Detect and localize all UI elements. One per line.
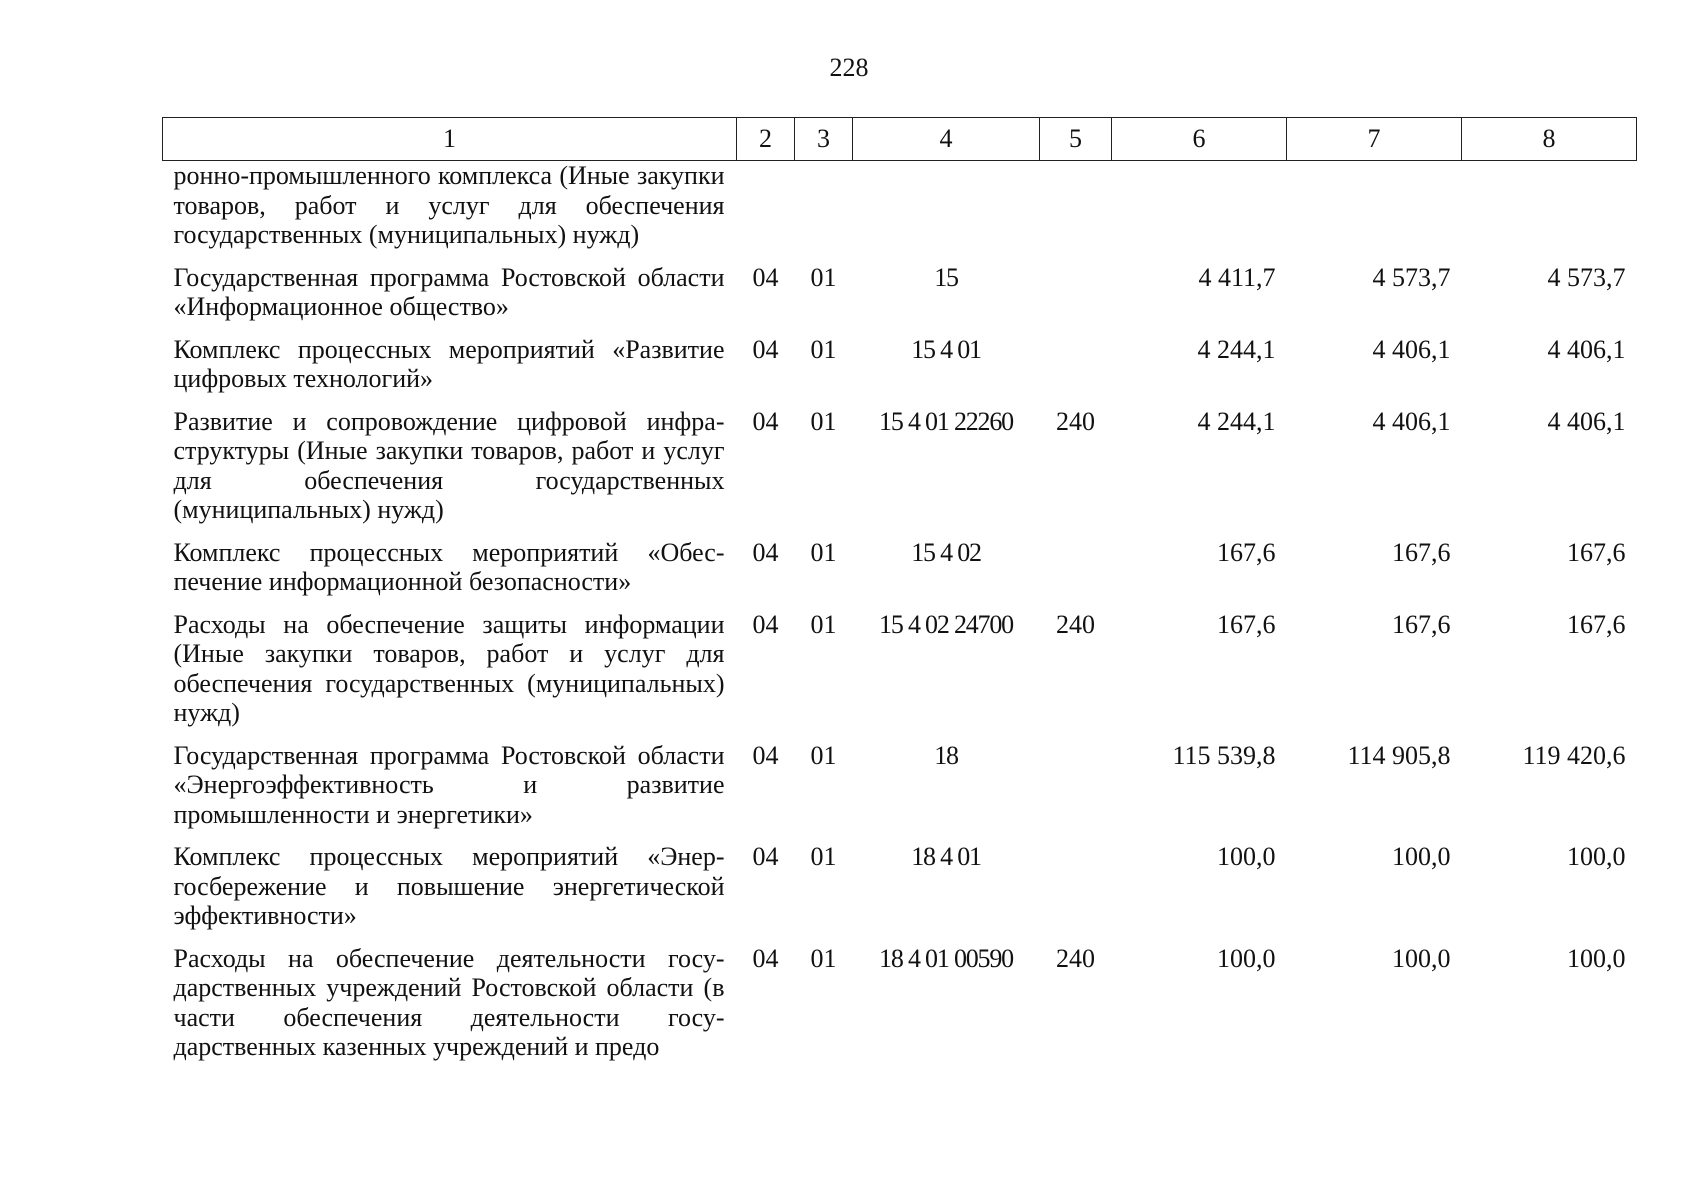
amount-col6: 167,6 <box>1217 537 1276 567</box>
table-row <box>163 534 1637 606</box>
table-row <box>163 259 1637 331</box>
amount-col6: 167,6 <box>1217 609 1276 639</box>
row-name: Государственная программа Ростовской области «Энергоэффективность и развитие промышленности и энергетики» <box>173 740 725 829</box>
amount-col8: 4 406,1 <box>1547 334 1626 364</box>
amount-col7: 114 905,8 <box>1347 740 1451 770</box>
section-code: 04 <box>752 406 779 436</box>
amount-col7: 100,0 <box>1392 943 1451 973</box>
row-name: Комплекс процессных мероприятий «Энергосбережение и повышение энергетической эффективности» <box>173 842 725 930</box>
target-article-code: 18 <box>934 740 958 770</box>
amount-col6: 4 244,1 <box>1197 406 1276 436</box>
column-header: 4 <box>853 118 1040 161</box>
section-code: 04 <box>752 740 779 770</box>
amount-col7: 100,0 <box>1392 842 1451 871</box>
row-name: ронно-промышленного комплекса (Иные закупки товаров, работ и услуг для обеспечения государственных (муниципальных) нужд) <box>173 161 725 249</box>
section-code: 04 <box>752 609 779 639</box>
column-header: 2 <box>737 118 795 161</box>
subsection-code: 01 <box>810 406 837 436</box>
amount-col6: 4 244,1 <box>1197 334 1276 364</box>
amount-col7: 4 406,1 <box>1372 406 1451 436</box>
amount-col8: 4 406,1 <box>1547 406 1626 436</box>
row-name: Развитие и сопровождение цифровой инфраструктуры (Иные закупки товаров, работ и услуг для обеспечения государственных (муниципальных) нужд) <box>173 406 725 524</box>
subsection-code: 01 <box>810 842 837 871</box>
target-article-code: 15 4 01 <box>911 334 981 364</box>
amount-col8: 100,0 <box>1567 943 1626 973</box>
column-header: 7 <box>1287 118 1462 161</box>
target-article-code: 15 4 02 <box>911 537 981 567</box>
section-code: 04 <box>752 262 779 292</box>
row-name: Государственная программа Ростовской области «Информационное общество» <box>173 262 725 321</box>
amount-col7: 167,6 <box>1392 609 1451 639</box>
expense-type-code <box>1040 838 1112 940</box>
amount-col7 <box>1287 161 1462 259</box>
subsection-code: 01 <box>810 609 837 639</box>
amount-col6: 100,0 <box>1217 842 1276 871</box>
subsection-code <box>795 161 853 259</box>
amount-col7: 4 573,7 <box>1372 262 1451 292</box>
expense-type-code: 240 <box>1056 609 1095 639</box>
page-number: 228 <box>829 53 869 82</box>
subsection-code: 01 <box>810 537 837 567</box>
amount-col8 <box>1462 161 1637 259</box>
section-code <box>737 161 795 259</box>
expense-type-code: 240 <box>1056 943 1095 973</box>
amount-col6: 115 539,8 <box>1172 740 1276 770</box>
budget-table <box>162 117 1637 1071</box>
amount-col8: 167,6 <box>1567 609 1626 639</box>
target-article-code: 15 4 02 24700 <box>879 609 1013 639</box>
target-article-code: 15 4 01 22260 <box>879 406 1013 436</box>
table-row <box>163 940 1637 1071</box>
subsection-code: 01 <box>810 943 837 973</box>
amount-col7: 4 406,1 <box>1372 334 1451 364</box>
table-row <box>163 838 1637 940</box>
row-name: Расходы на обеспечение деятельности государственных учреждений Ростовской области (в части обеспечения деятельности государственных казенных учреждений и предо <box>173 943 725 1061</box>
column-header: 3 <box>795 118 853 161</box>
target-article-code: 15 <box>934 262 958 292</box>
amount-col8: 100,0 <box>1567 842 1626 871</box>
column-header: 5 <box>1040 118 1112 161</box>
header-row <box>163 118 1637 161</box>
table-row <box>163 737 1637 839</box>
column-header: 6 <box>1112 118 1287 161</box>
column-header: 1 <box>163 118 737 161</box>
amount-col6 <box>1112 161 1287 259</box>
subsection-code: 01 <box>810 334 837 364</box>
amount-col8: 4 573,7 <box>1547 262 1626 292</box>
amount-col6: 4 411,7 <box>1198 262 1276 292</box>
row-name: Расходы на обеспечение защиты информации (Иные закупки товаров, работ и услуг для обеспечения государственных (муниципальных) нужд) <box>173 609 725 727</box>
target-article-code: 18 4 01 00590 <box>879 943 1013 973</box>
expense-type-code <box>1040 161 1112 259</box>
section-code: 04 <box>752 537 779 567</box>
amount-col8: 167,6 <box>1567 537 1626 567</box>
section-code: 04 <box>752 334 779 364</box>
row-name: Комплекс процессных мероприятий «Развитие цифровых технологий» <box>173 334 725 393</box>
subsection-code: 01 <box>810 740 837 770</box>
table-row <box>163 161 1637 259</box>
table-row <box>163 606 1637 737</box>
amount-col6: 100,0 <box>1217 943 1276 973</box>
target-article-code <box>853 161 1040 259</box>
row-name: Комплекс процессных мероприятий «Обеспечение информационной безопасности» <box>173 537 725 596</box>
amount-col8: 119 420,6 <box>1522 740 1626 770</box>
expense-type-code <box>1040 331 1112 403</box>
expense-type-code <box>1040 737 1112 839</box>
expense-type-code: 240 <box>1056 406 1095 436</box>
section-code: 04 <box>752 943 779 973</box>
target-article-code: 18 4 01 <box>911 842 981 871</box>
expense-type-code <box>1040 534 1112 606</box>
amount-col7: 167,6 <box>1392 537 1451 567</box>
column-header: 8 <box>1462 118 1637 161</box>
expense-type-code <box>1040 259 1112 331</box>
table-row <box>163 331 1637 403</box>
table-row <box>163 403 1637 534</box>
subsection-code: 01 <box>810 262 837 292</box>
section-code: 04 <box>752 842 779 871</box>
